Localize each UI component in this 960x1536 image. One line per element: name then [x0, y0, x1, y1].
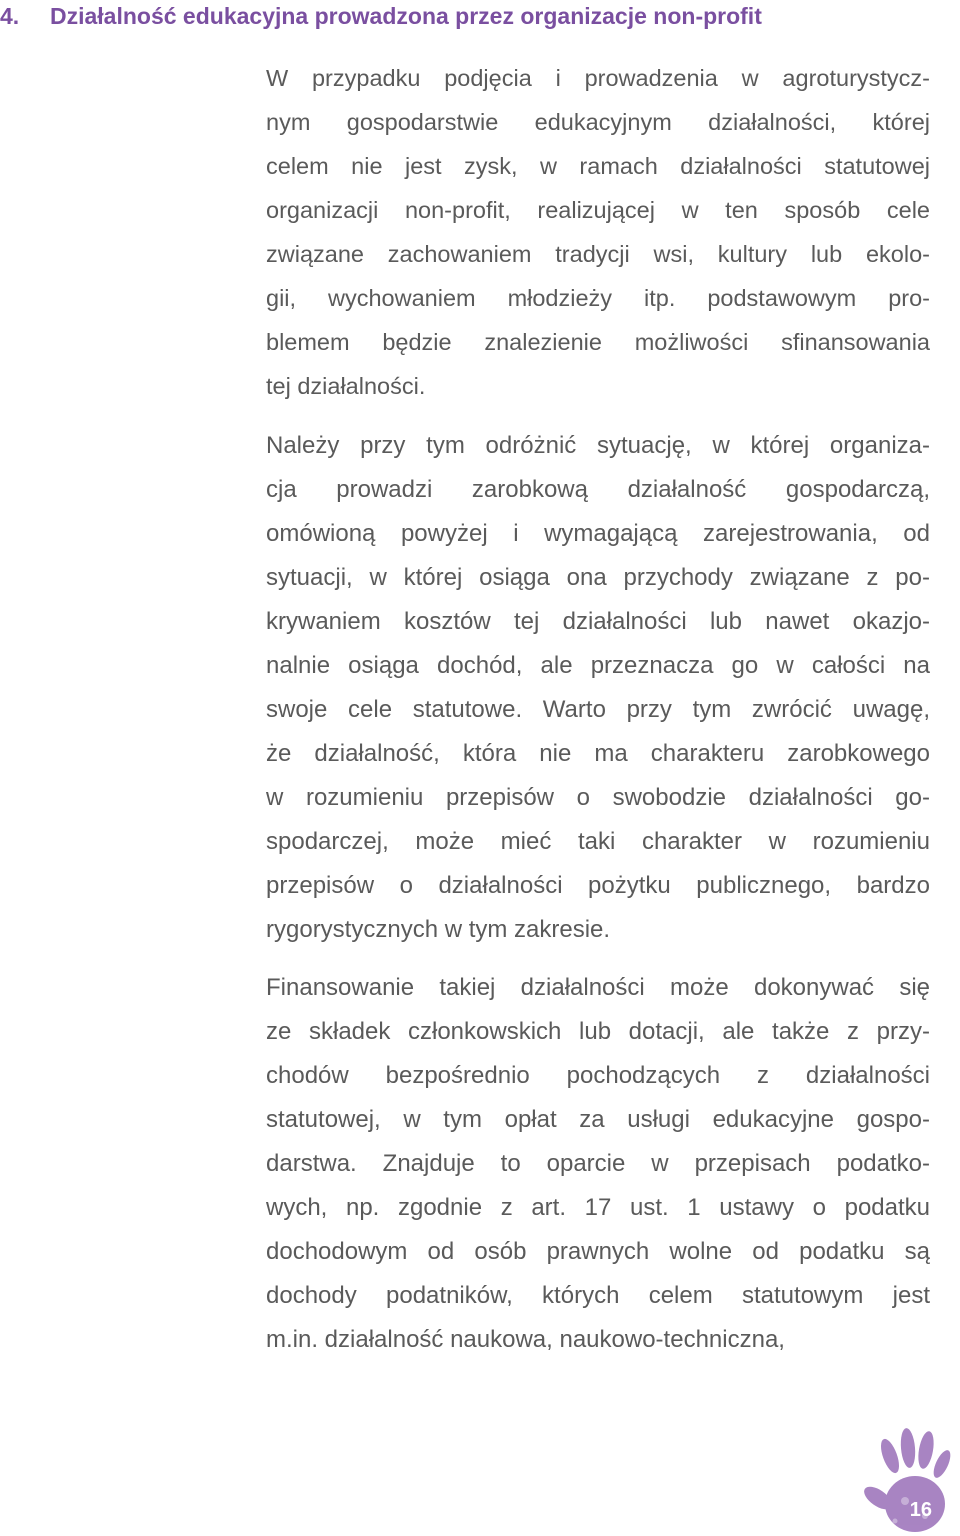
- text-line: dochody podatników, których celem statutowym jest: [266, 1282, 930, 1309]
- text-line: cja prowadzi zarobkową działalność gospodarczą,: [266, 476, 930, 503]
- text-line: Należy przy tym odróżnić sytuację, w której organiza-: [266, 432, 930, 459]
- text-line: rygorystycznych w tym zakresie.: [266, 916, 611, 943]
- text-line: organizacji non-profit, realizującej w ten sposób cele: [266, 197, 930, 223]
- text-line: W przypadku podjęcia i prowadzenia w agroturystycz-: [266, 65, 930, 91]
- text-line: że działalność, która nie ma charakteru zarobkowego: [266, 740, 930, 767]
- text-line: nalnie osiąga dochód, ale przeznacza go w całości na: [266, 652, 930, 679]
- text-line: omówioną powyżej i wymagającą zarejestrowania, od: [266, 520, 930, 547]
- section-title: Działalność edukacyjna prowadzona przez organizacje non-profit: [50, 3, 762, 29]
- text-line: związane zachowaniem tradycji wsi, kultury lub ekolo-: [266, 241, 930, 267]
- text-line: spodarczej, może mieć taki charakter w rozumieniu: [266, 828, 930, 855]
- text-line: nym gospodarstwie edukacyjnym działalności, której: [266, 109, 930, 135]
- text-line: chodów bezpośrednio pochodzących z działalności: [266, 1062, 930, 1089]
- text-line: celem nie jest zysk, w ramach działalności statutowej: [266, 153, 930, 179]
- text-line: blemem będzie znalezienie możliwości sfinansowania: [266, 329, 930, 355]
- text-line: ze składek członkowskich lub dotacji, ale także z przy-: [266, 1018, 930, 1045]
- text-line: wych, np. zgodnie z art. 17 ust. 1 ustawy o podatku: [266, 1194, 930, 1221]
- text-line: krywaniem kosztów tej działalności lub nawet okazjo-: [266, 608, 930, 635]
- text-line: Finansowanie takiej działalności może dokonywać się: [266, 974, 930, 1001]
- paragraph-1: [266, 56, 930, 408]
- section-number: 4.: [0, 3, 20, 29]
- paragraph-2: [266, 424, 930, 952]
- text-line: dochodowym od osób prawnych wolne od podatku są: [266, 1238, 930, 1265]
- section-heading: [0, 0, 960, 32]
- text-line: m.in. działalność naukowa, naukowo-techniczna,: [266, 1326, 785, 1353]
- text-line: tej działalności.: [266, 373, 426, 399]
- text-line: sytuacji, w której osiąga ona przychody związane z po-: [266, 564, 930, 591]
- text-line: gii, wychowaniem młodzieży itp. podstawowym pro-: [266, 285, 930, 311]
- text-line: przepisów o działalności pożytku publicznego, bardzo: [266, 872, 930, 899]
- paragraph-3: [266, 966, 930, 1362]
- text-line: statutowej, w tym opłat za usługi edukacyjne gospo-: [266, 1106, 930, 1133]
- text-line: darstwa. Znajduje to oparcie w przepisach podatko-: [266, 1150, 930, 1177]
- text-line: w rozumieniu przepisów o swobodzie działalności go-: [266, 784, 930, 811]
- text-line: swoje cele statutowe. Warto przy tym zwrócić uwagę,: [266, 696, 930, 723]
- page-number: 16: [909, 1499, 932, 1521]
